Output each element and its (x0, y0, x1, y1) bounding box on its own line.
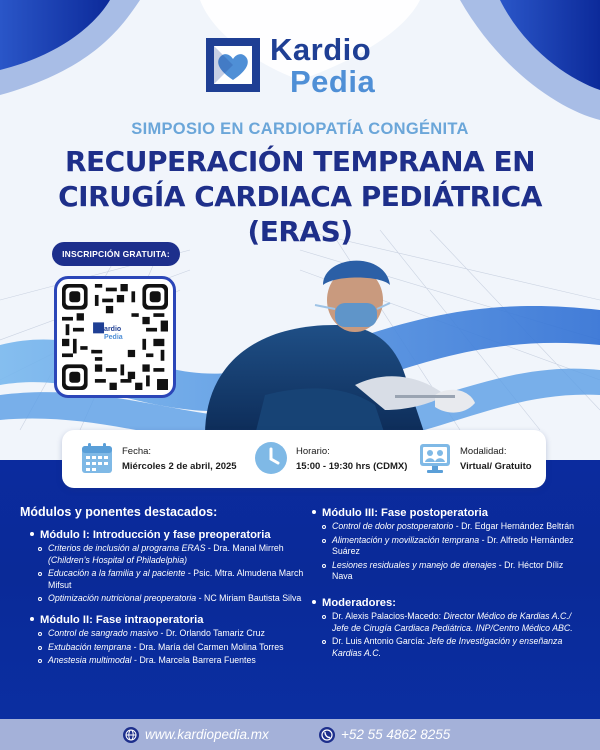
event-info-bar (62, 430, 546, 488)
moderator-item: Dr. Luis Antonio García: Jefe de Investigación y enseñanza Kardias A.C. (332, 636, 582, 659)
website-link[interactable] (123, 726, 293, 744)
clock-icon (254, 441, 288, 475)
module-3-item: Lesiones residuales y manejo de drenajes - Dr. Héctor Díliz Nava (332, 560, 582, 583)
program-right-column (312, 507, 582, 661)
moderators-title: Moderadores: (312, 597, 582, 609)
phone-text: +52 55 4862 8255 (341, 727, 451, 742)
website-text: www.kardiopedia.mx (145, 727, 269, 742)
mode-label: Modalidad: (460, 446, 507, 457)
whatsapp-icon (319, 727, 335, 743)
brand-name-line1: Kardio (270, 32, 372, 67)
module-3-item: Control de dolor postoperatorio - Dr. Edgar Hernández Beltrán (332, 521, 582, 533)
registration-qr-code[interactable] (54, 276, 176, 398)
module-2-item: Anestesia multimodal - Dra. Marcela Barrera Fuentes (48, 655, 310, 667)
globe-icon (123, 727, 139, 743)
module-1-item: Educación a la familia y al paciente - Psic. Mtra. Almudena March Mifsut (48, 568, 310, 591)
time-info (254, 439, 408, 479)
qr-logo-line1: Kardio (99, 326, 122, 333)
surgeon-illustration (185, 245, 505, 435)
phone-link[interactable] (319, 726, 479, 744)
brand-logo (206, 32, 396, 99)
title-line-3: (ERAS) (247, 215, 353, 248)
program-left-column (20, 505, 310, 669)
title-line-2: CIRUGÍA CARDIACA PEDIÁTRICA (58, 180, 542, 213)
module-1-item: Optimización nutricional preoperatoria - NC Miriam Bautista Silva (48, 593, 310, 605)
event-title (0, 144, 600, 249)
module-3-item: Alimentación y movilización temprana - Dr. Alfredo Hernández Suárez (332, 535, 582, 558)
brand-name-line2: Pedia (290, 64, 376, 99)
module-1-item: Criterios de inclusión al programa ERAS - Dra. Manal Mirreh (Children's Hospital of Philadelphia) (48, 543, 310, 566)
moderator-item: Dr. Alexis Palacios-Macedo: Director Médico de Kardias A.C./ Jefe de Cirugía Cardiaca Pediátrica. INP/Centro Médico ABC. (332, 611, 582, 634)
module-2-item: Extubación temprana - Dra. María del Carmen Molina Torres (48, 642, 310, 654)
calendar-icon (80, 441, 114, 475)
time-label: Horario: (296, 446, 330, 457)
registration-label: INSCRIPCIÓN GRATUITA: (52, 242, 180, 266)
module-1-title: Módulo I: Introducción y fase preoperatoria (30, 529, 310, 541)
module-3-title: Módulo III: Fase postoperatoria (312, 507, 582, 519)
heart-logo-icon (206, 38, 260, 92)
module-2-item: Control de sangrado masivo - Dr. Orlando Tamariz Cruz (48, 628, 310, 640)
time-value: 15:00 - 19:30 hrs (CDMX) (296, 461, 408, 472)
title-line-1: RECUPERACIÓN TEMPRANA EN (64, 145, 536, 178)
qr-logo-line2: Pedia (104, 334, 123, 341)
mode-value: Virtual/ Gratuito (460, 461, 532, 472)
mode-info (418, 439, 538, 479)
date-label: Fecha: (122, 446, 152, 457)
date-value: Miércoles 2 de abril, 2025 (122, 461, 237, 472)
modules-heading: Módulos y ponentes destacados: (20, 505, 218, 519)
date-info (80, 439, 250, 479)
footer (0, 719, 600, 750)
monitor-icon (418, 441, 452, 475)
module-2-title: Módulo II: Fase intraoperatoria (30, 614, 310, 626)
event-subtitle: SIMPOSIO EN CARDIOPATÍA CONGÉNITA (131, 120, 469, 138)
